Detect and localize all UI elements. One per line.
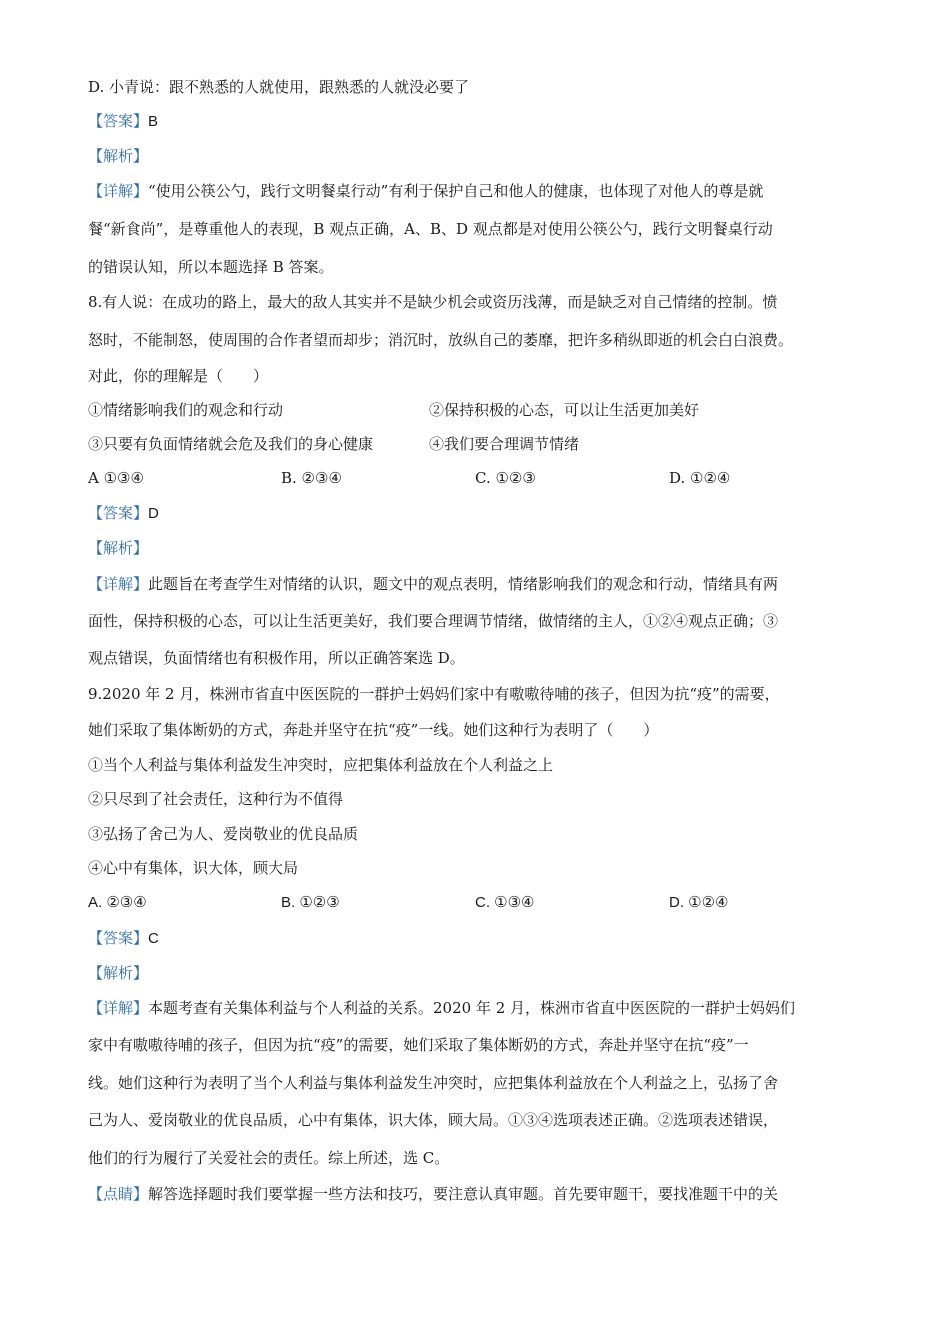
detail-text: “使用公筷公勺，践行文明餐桌行动”有利于保护自己和他人的健康，也体现了对他人的尊是就 — [148, 182, 764, 200]
q8-stem-line-2: 怒时，不能制怒，使周围的合作者望而却步；消沉时，放纵自己的萎靡，把许多稍纵即逝的机会白白浪费。 — [88, 331, 794, 349]
q7-answer-line — [88, 111, 868, 132]
tip-tag: 【点睛】 — [88, 1185, 149, 1203]
q9-options — [88, 893, 868, 913]
q7-option-d: D. 小青说：跟不熟悉的人就使用，跟熟悉的人就没必要了 — [88, 78, 470, 96]
q8-detail-line-3: 观点错误，负面情绪也有积极作用，所以正确答案选 D。 — [88, 649, 465, 667]
tip-text: 解答选择题时我们要掌握一些方法和技巧，要注意认真审题。首先要审题干，要找准题干中的关 — [148, 1185, 779, 1203]
analysis-tag: 【解析】 — [88, 147, 149, 165]
q9-tip-line — [88, 1184, 868, 1204]
q9-stem-line-1: 9.2020 年 2 月，株洲市省直中医医院的一群护士妈妈们家中有嗷嗷待哺的孩子，但因为抗“疫”的需要， — [88, 685, 780, 703]
q9-detail-line-2: 家中有嗷嗷待哺的孩子，但因为抗“疫”的需要，她们采取了集体断奶的方式，奔赴并坚守在抗“疫”一 — [88, 1036, 749, 1054]
q9-detail-line-1 — [88, 998, 868, 1018]
q8-option-d: D. ①②④ — [669, 469, 731, 487]
q9-detail-line-5: 他们的行为履行了关爱社会的责任。综上所述，选 C。 — [88, 1149, 450, 1167]
answer-value: D — [148, 505, 159, 522]
q7-detail-line-1 — [88, 181, 868, 201]
q8-stem-line-3: 对此，你的理解是（ ） — [88, 367, 269, 385]
q8-stem-line-1: 8.有人说：在成功的路上，最大的敌人其实并不是缺少机会或资历浅薄，而是缺乏对自己情绪的控制。愤 — [88, 293, 778, 311]
q8-statement-2: ②保持积极的心态，可以让生活更加美好 — [429, 401, 700, 419]
q9-statement-3: ③弘扬了舍己为人、爱岗敬业的优良品质 — [88, 825, 359, 843]
answer-tag: 【答案】 — [88, 929, 149, 947]
q8-statement-3: ③只要有负面情绪就会危及我们的身心健康 — [88, 435, 374, 453]
q9-detail-line-3: 线。她们这种行为表明了当个人利益与集体利益发生冲突时，应把集体利益放在个人利益之上，弘扬了舍 — [88, 1074, 779, 1092]
q9-detail-line-4: 己为人、爱岗敬业的优良品质，心中有集体，识大体，顾大局。①③④选项表述正确。②选项表述错误， — [88, 1111, 779, 1129]
answer-tag: 【答案】 — [88, 504, 149, 522]
q7-detail-line-3: 的错误认知，所以本题选择 B 答案。 — [88, 258, 334, 276]
q8-statements-row-1 — [88, 400, 868, 420]
answer-tag: 【答案】 — [88, 112, 149, 130]
q9-stem-line-2: 她们采取了集体断奶的方式，奔赴并坚守在抗“疫”一线。她们这种行为表明了（ ） — [88, 721, 659, 739]
q8-statement-1: ①情绪影响我们的观念和行动 — [88, 401, 284, 419]
answer-value: C — [148, 930, 159, 947]
q9-statement-2: ②只尽到了社会责任，这种行为不值得 — [88, 790, 344, 808]
q8-detail-line-1 — [88, 574, 868, 594]
detail-tag: 【详解】 — [88, 182, 149, 200]
q9-statement-1: ①当个人利益与集体利益发生冲突时，应把集体利益放在个人利益之上 — [88, 756, 554, 774]
answer-value: B — [148, 113, 159, 130]
detail-tag: 【详解】 — [88, 999, 149, 1017]
q9-analysis-tag — [88, 963, 868, 983]
q9-option-c: C. ①③④ — [475, 894, 535, 911]
q8-statements-row-2 — [88, 434, 868, 454]
q9-answer-line — [88, 928, 868, 949]
q8-option-b: B. ②③④ — [281, 469, 342, 487]
q7-analysis-tag — [88, 146, 868, 166]
q9-option-d: D. ①②④ — [669, 894, 729, 911]
q9-option-b: B. ①②③ — [281, 894, 340, 911]
q8-answer-line — [88, 503, 868, 524]
q9-option-a: A. ②③④ — [88, 894, 147, 911]
analysis-tag: 【解析】 — [88, 964, 149, 982]
q7-detail-line-2: 餐“新食尚”，是尊重他人的表现，B 观点正确，A、B、D 观点都是对使用公筷公勺，践行文明餐桌行动 — [88, 220, 773, 238]
q9-statement-4: ④心中有集体，识大体，顾大局 — [88, 859, 299, 877]
q8-option-c: C. ①②③ — [475, 469, 536, 487]
analysis-tag: 【解析】 — [88, 539, 149, 557]
q8-detail-line-2: 面性，保持积极的心态，可以让生活更美好，我们要合理调节情绪，做情绪的主人，①②④观点正确；③ — [88, 612, 779, 630]
detail-tag: 【详解】 — [88, 575, 149, 593]
detail-text: 此题旨在考查学生对情绪的认识，题文中的观点表明，情绪影响我们的观念和行动，情绪具有两 — [148, 575, 779, 593]
detail-text: 本题考查有关集体利益与个人利益的关系。2020 年 2 月，株洲市省直中医医院的一群护士妈妈们 — [148, 999, 796, 1017]
q8-options — [88, 468, 868, 488]
q8-statement-4: ④我们要合理调节情绪 — [429, 435, 580, 453]
q8-analysis-tag — [88, 538, 868, 558]
q8-option-a: A ①③④ — [88, 469, 144, 487]
